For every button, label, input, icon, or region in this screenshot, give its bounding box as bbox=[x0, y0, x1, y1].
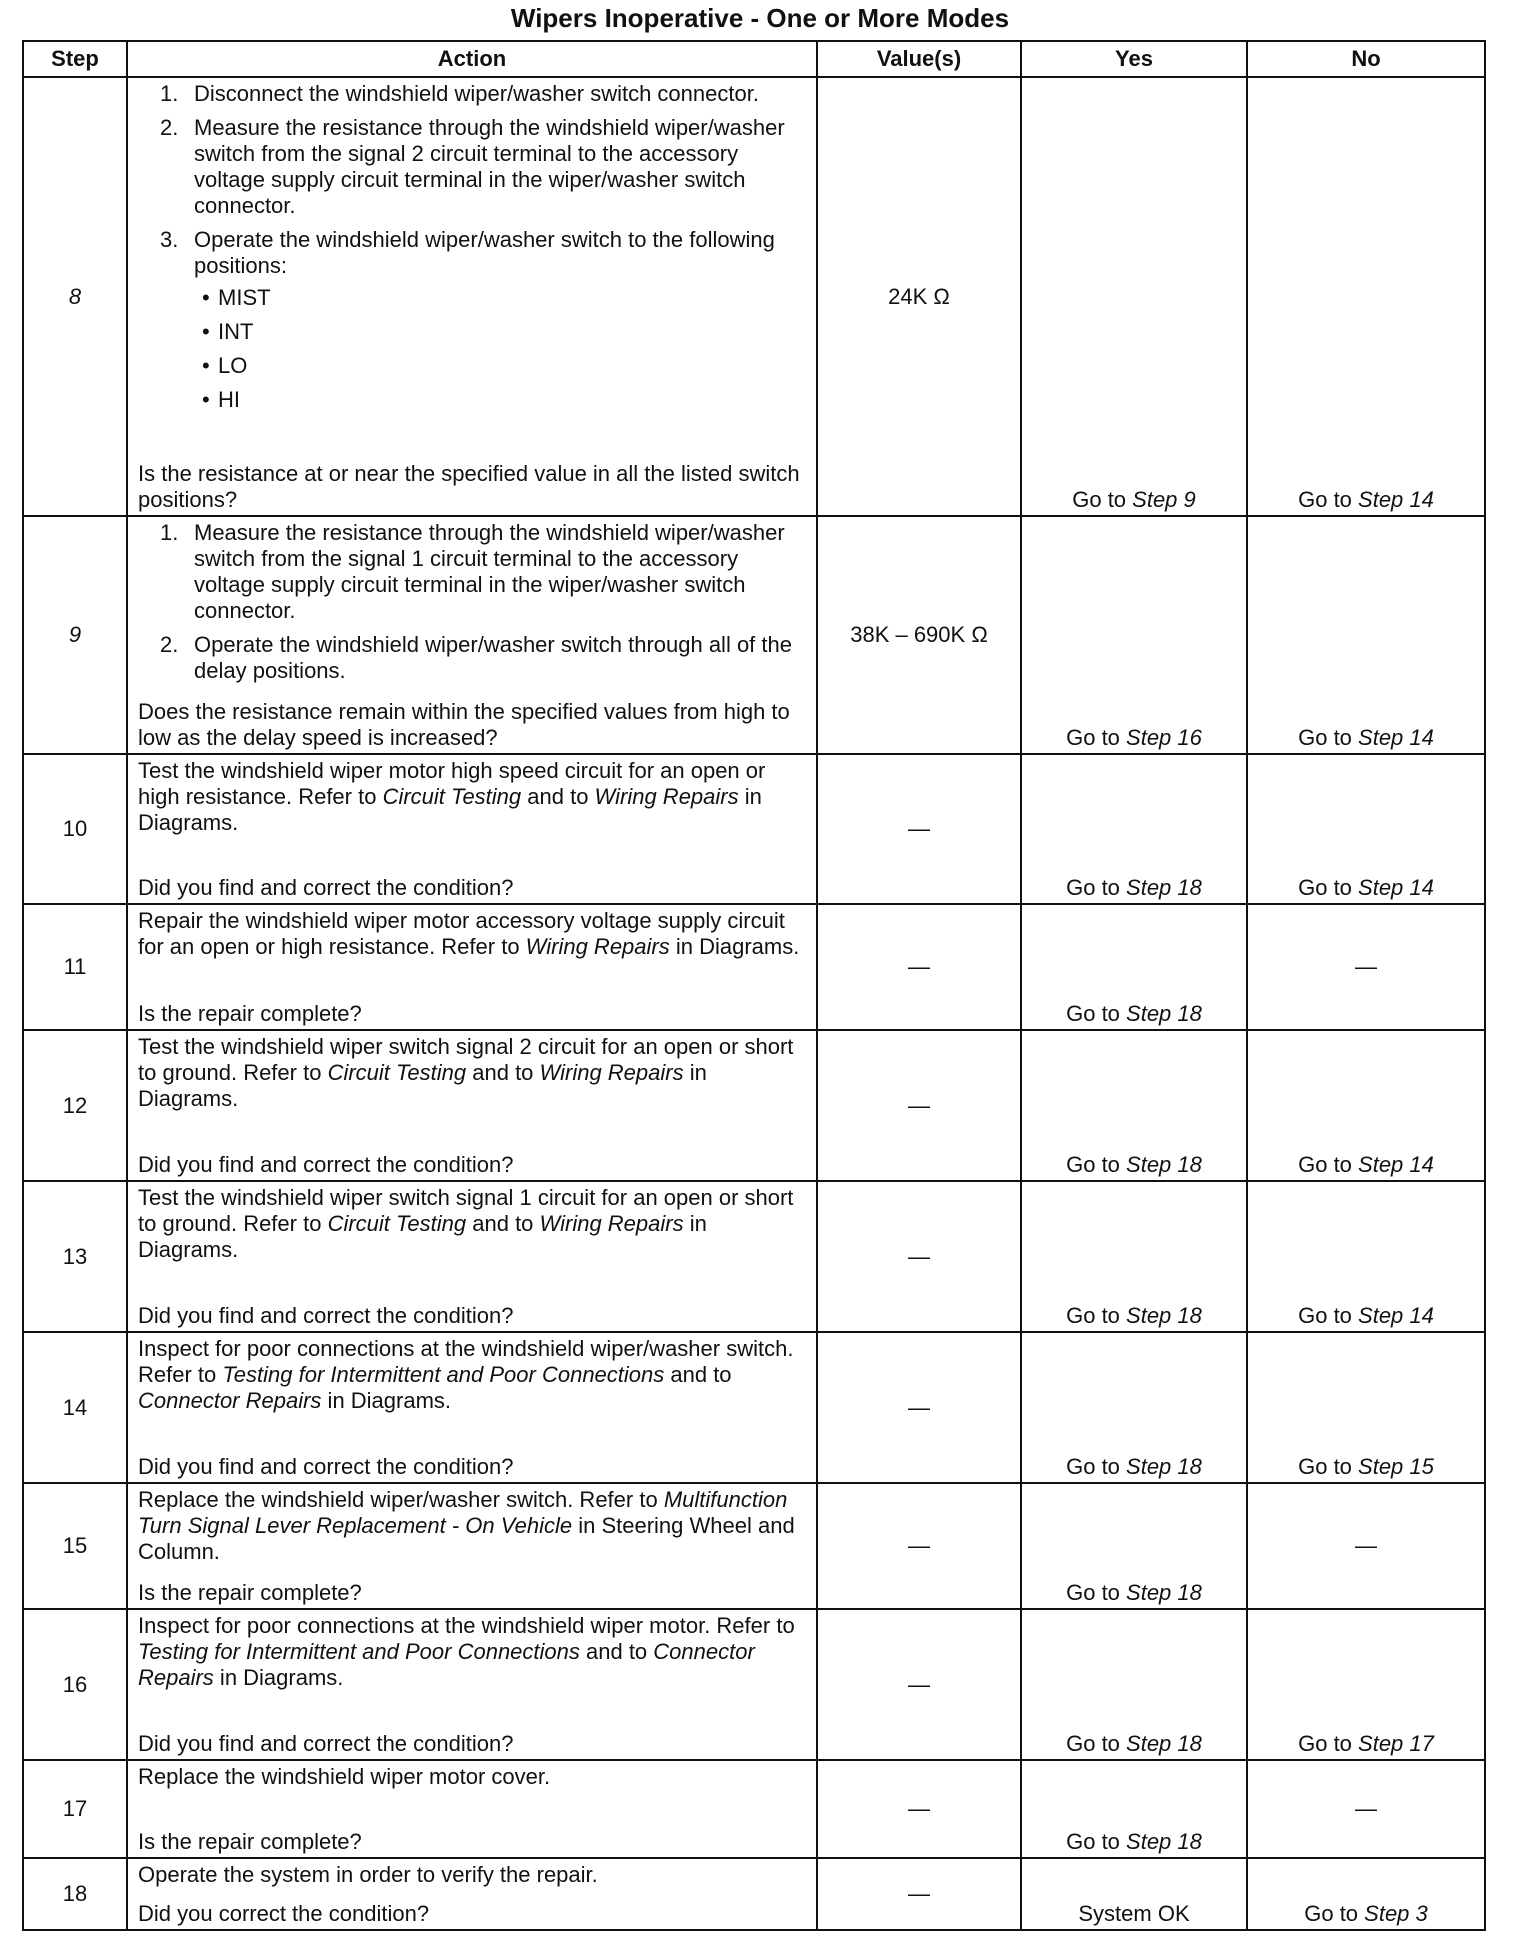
yes-cell: System OK bbox=[1021, 1858, 1247, 1930]
no-cell: Go to Step 14 bbox=[1247, 1030, 1485, 1181]
no-cell: — bbox=[1247, 1483, 1485, 1609]
action-text: Repair the windshield wiper motor accessory voltage supply circuit for an open or high resistance. Refer to Wiring Repairs in Diagrams. bbox=[138, 908, 800, 959]
action-cell bbox=[127, 1483, 817, 1609]
table-row bbox=[23, 1858, 1485, 1930]
action-text: Test the windshield wiper switch signal 1 circuit for an open or short to ground. Refer to Circuit Testing and to Wiring Repairs in Diagrams. bbox=[138, 1185, 794, 1262]
value-cell: — bbox=[817, 1858, 1021, 1930]
no-cell: Go to Step 14 bbox=[1247, 77, 1485, 516]
header-action: Action bbox=[127, 41, 817, 77]
action-question: Does the resistance remain within the specified values from high to low as the delay speed is increased? bbox=[138, 699, 790, 750]
value-cell: — bbox=[817, 1609, 1021, 1760]
table-row bbox=[23, 754, 1485, 904]
action-steps bbox=[138, 520, 810, 684]
step-number: 9 bbox=[23, 516, 127, 754]
action-step: 2. Measure the resistance through the windshield wiper/washer switch from the signal 2 circuit terminal to the accessory voltage supply circuit terminal in the wiper/washer switch connector. bbox=[160, 115, 785, 218]
step-number: 16 bbox=[23, 1609, 127, 1760]
yes-cell: Go to Step 18 bbox=[1021, 754, 1247, 904]
step-number: 10 bbox=[23, 754, 127, 904]
step-number: 15 bbox=[23, 1483, 127, 1609]
switch-positions bbox=[138, 281, 810, 417]
action-question: Did you find and correct the condition? bbox=[138, 875, 514, 900]
action-step: 1. Measure the resistance through the windshield wiper/washer switch from the signal 1 circuit terminal to the accessory voltage supply circuit terminal in the wiper/washer switch connector. bbox=[160, 520, 785, 623]
table-row bbox=[23, 1030, 1485, 1181]
action-text: Replace the windshield wiper/washer switch. Refer to Multifunction Turn Signal Lever Replacement - On Vehicle in Steering Wheel and Column. bbox=[138, 1487, 795, 1564]
table-title: Wipers Inoperative - One or More Modes bbox=[510, 3, 1010, 33]
action-question: Did you correct the condition? bbox=[138, 1901, 430, 1926]
table-row bbox=[23, 904, 1485, 1030]
table-row bbox=[23, 1760, 1485, 1858]
value-cell: 38K – 690K Ω bbox=[817, 516, 1021, 754]
step-number: 12 bbox=[23, 1030, 127, 1181]
value-cell: — bbox=[817, 1332, 1021, 1483]
action-step: 2. Operate the windshield wiper/washer switch through all of the delay positions. bbox=[160, 632, 792, 683]
yes-cell: Go to Step 18 bbox=[1021, 1760, 1247, 1858]
action-question: Is the resistance at or near the specified value in all the listed switch positions? bbox=[138, 461, 800, 512]
action-text: Inspect for poor connections at the windshield wiper motor. Refer to Testing for Intermittent and Poor Connections and to Connector Repairs in Diagrams. bbox=[138, 1613, 795, 1690]
action-cell bbox=[127, 1858, 817, 1930]
action-step: 3. Operate the windshield wiper/washer switch to the following positions: bbox=[160, 227, 775, 278]
no-cell: — bbox=[1247, 1760, 1485, 1858]
step-number: 13 bbox=[23, 1181, 127, 1332]
action-question: Is the repair complete? bbox=[138, 1001, 362, 1026]
table-row bbox=[23, 1609, 1485, 1760]
action-text: Test the windshield wiper motor high speed circuit for an open or high resistance. Refer to Circuit Testing and to Wiring Repairs in Diagrams. bbox=[138, 758, 766, 835]
action-text: Replace the windshield wiper motor cover. bbox=[138, 1764, 551, 1789]
yes-cell: Go to Step 16 bbox=[1021, 516, 1247, 754]
table-row bbox=[23, 1181, 1485, 1332]
step-number: 18 bbox=[23, 1858, 127, 1930]
value-cell: — bbox=[817, 1030, 1021, 1181]
action-text: Inspect for poor connections at the windshield wiper/washer switch. Refer to Testing for Intermittent and Poor Connections and to Connector Repairs in Diagrams. bbox=[138, 1336, 794, 1413]
action-cell bbox=[127, 1332, 817, 1483]
action-steps bbox=[138, 81, 810, 279]
yes-cell: Go to Step 18 bbox=[1021, 1332, 1247, 1483]
no-cell: Go to Step 15 bbox=[1247, 1332, 1485, 1483]
action-cell bbox=[127, 754, 817, 904]
value-cell: — bbox=[817, 1760, 1021, 1858]
no-cell: Go to Step 14 bbox=[1247, 754, 1485, 904]
yes-cell: Go to Step 18 bbox=[1021, 904, 1247, 1030]
list-item: • MIST bbox=[138, 281, 810, 315]
action-question: Did you find and correct the condition? bbox=[138, 1454, 514, 1479]
list-item: • INT bbox=[138, 315, 810, 349]
value-cell: — bbox=[817, 1483, 1021, 1609]
yes-cell: Go to Step 18 bbox=[1021, 1030, 1247, 1181]
action-cell bbox=[127, 904, 817, 1030]
action-cell bbox=[127, 516, 817, 754]
no-cell: Go to Step 14 bbox=[1247, 516, 1485, 754]
no-cell: Go to Step 17 bbox=[1247, 1609, 1485, 1760]
yes-cell: Go to Step 9 bbox=[1021, 77, 1247, 516]
value-cell: — bbox=[817, 754, 1021, 904]
no-cell: — bbox=[1247, 904, 1485, 1030]
value-cell: — bbox=[817, 904, 1021, 1030]
yes-cell: Go to Step 18 bbox=[1021, 1483, 1247, 1609]
header-yes: Yes bbox=[1021, 41, 1247, 77]
list-item: • HI bbox=[138, 383, 810, 417]
step-number: 8 bbox=[23, 77, 127, 516]
table-row bbox=[23, 1483, 1485, 1609]
action-question: Is the repair complete? bbox=[138, 1580, 362, 1605]
header-row bbox=[23, 41, 1485, 77]
header-no: No bbox=[1247, 41, 1485, 77]
action-text: Test the windshield wiper switch signal 2 circuit for an open or short to ground. Refer to Circuit Testing and to Wiring Repairs in Diagrams. bbox=[138, 1034, 794, 1111]
action-text: Operate the system in order to verify the repair. bbox=[138, 1862, 598, 1887]
action-cell bbox=[127, 1760, 817, 1858]
step-number: 17 bbox=[23, 1760, 127, 1858]
no-cell: Go to Step 14 bbox=[1247, 1181, 1485, 1332]
header-values: Value(s) bbox=[817, 41, 1021, 77]
no-cell: Go to Step 3 bbox=[1247, 1858, 1485, 1930]
value-cell: — bbox=[817, 1181, 1021, 1332]
header-step: Step bbox=[23, 41, 127, 77]
action-cell bbox=[127, 1030, 817, 1181]
action-question: Did you find and correct the condition? bbox=[138, 1731, 514, 1756]
table-row bbox=[23, 77, 1485, 516]
action-cell bbox=[127, 1181, 817, 1332]
action-cell bbox=[127, 1609, 817, 1760]
table-row bbox=[23, 516, 1485, 754]
yes-cell: Go to Step 18 bbox=[1021, 1609, 1247, 1760]
action-question: Did you find and correct the condition? bbox=[138, 1303, 514, 1328]
step-number: 11 bbox=[23, 904, 127, 1030]
value-cell: 24K Ω bbox=[817, 77, 1021, 516]
yes-cell: Go to Step 18 bbox=[1021, 1181, 1247, 1332]
step-number: 14 bbox=[23, 1332, 127, 1483]
action-question: Did you find and correct the condition? bbox=[138, 1152, 514, 1177]
diagnostic-table bbox=[22, 40, 1486, 1931]
list-item: • LO bbox=[138, 349, 810, 383]
action-question: Is the repair complete? bbox=[138, 1829, 362, 1854]
action-step: 1. Disconnect the windshield wiper/washer switch connector. bbox=[160, 81, 759, 106]
action-cell bbox=[127, 77, 817, 516]
table-row bbox=[23, 1332, 1485, 1483]
